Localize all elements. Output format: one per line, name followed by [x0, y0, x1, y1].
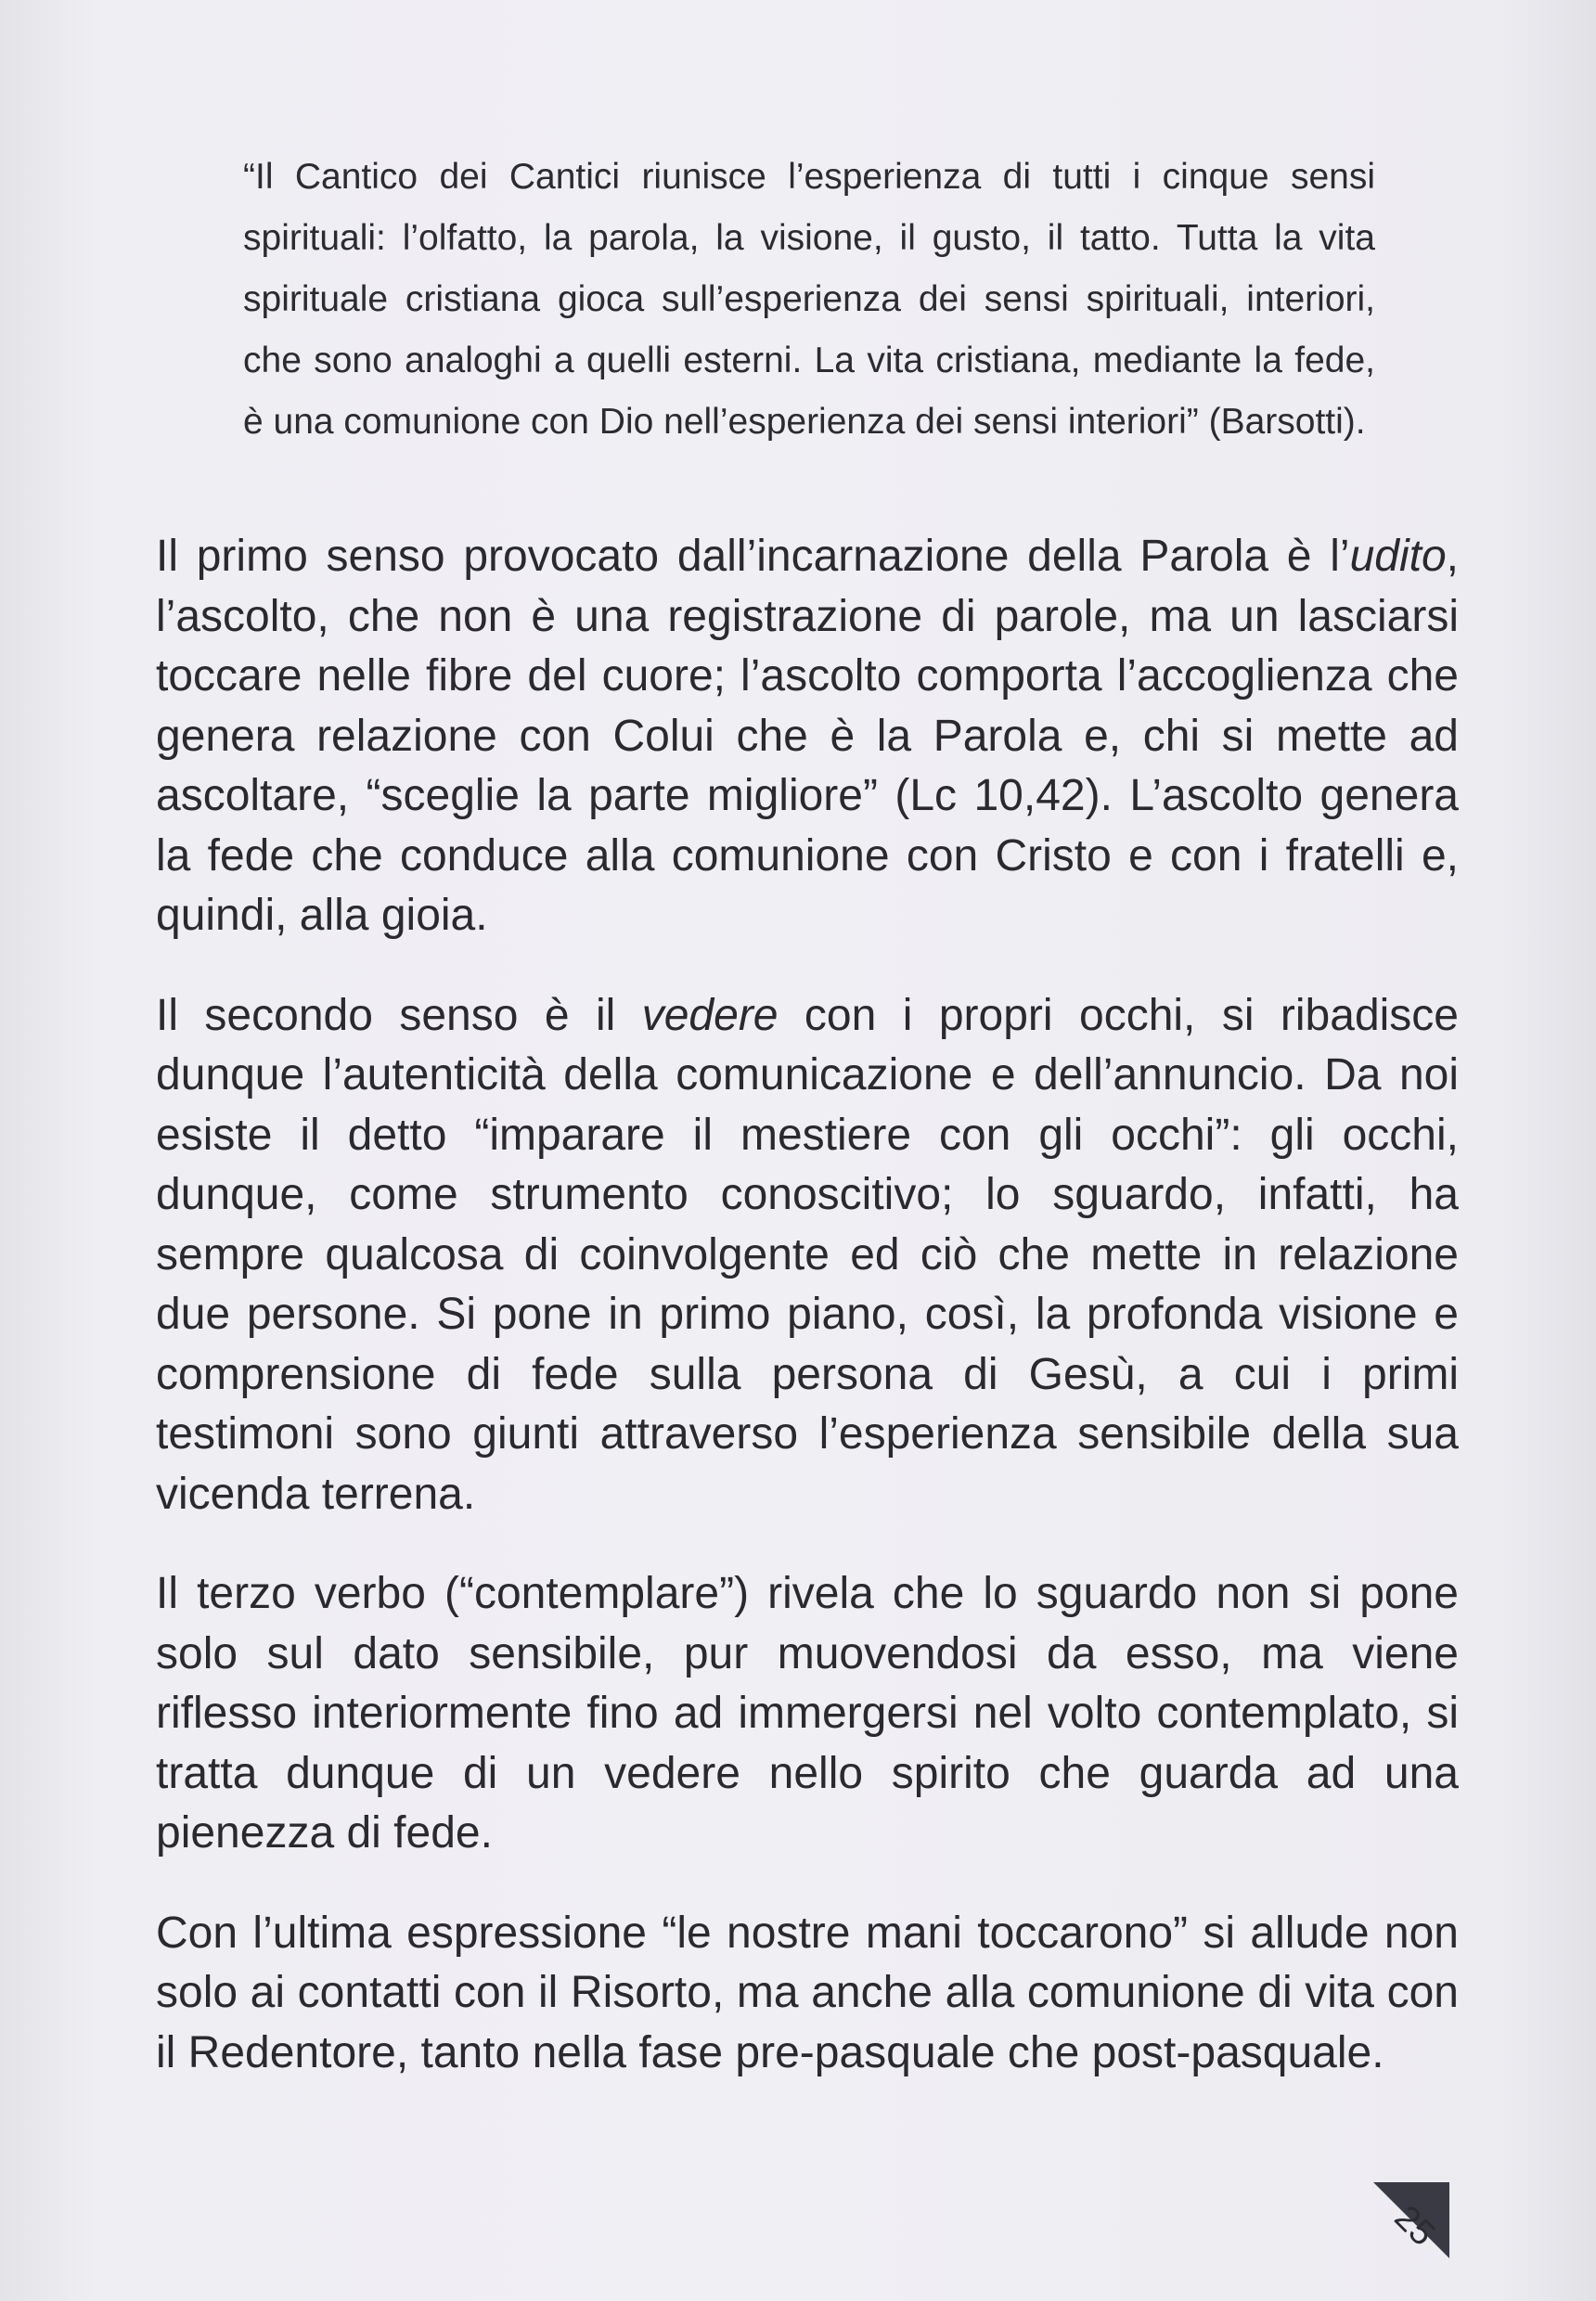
epigraph-quote: “Il Cantico dei Cantici riunisce l’esperienza di tutti i cinque sensi spirituali: l’olfatto, la parola, la visione, il gusto, il tatto. Tutta la vita spirituale cristiana gioca sull’esperienza dei sensi spirituali, interiori, che sono analoghi a quelli esterni. La vita cristiana, mediante la fede, è una comunione con Dio nell’esperienza dei sensi interiori” (Barsotti). — [243, 157, 1375, 442]
paragraph-seeing-start: Il secondo senso è il — [156, 990, 642, 1040]
emphasis-vedere: vedere — [641, 990, 779, 1040]
paragraph-seeing-end: con i propri occhi, si ribadisce dunque l’autenticità della comunicazione e dell’annuncio. Da noi esiste il detto “imparare il mestiere con gli occhi”: gli occhi, dunque, come strumento conoscitivo; lo sguardo, infatti, ha sempre qualcosa di coinvolgente ed ciò che mette in relazione due persone. Si pone in primo piano, così, la profonda visione e comprensione di fede sulla persona di Gesù, a cui i primi testimoni sono giunti attraverso l’esperienza sensibile della sua vicenda terrena. — [156, 990, 1459, 1519]
main-text — [156, 527, 1459, 2123]
page-number: 25 — [1386, 2198, 1443, 2254]
paragraph-contemplating: Il terzo verbo (“contemplare”) rivela che lo sguardo non si pone solo sul dato sensibile, pur muovendosi da esso, ma viene riflesso interiormente fino ad immergersi nel volto contemplato, si tratta dunque di un vedere nello spirito che guarda ad una pienezza di fede. — [156, 1569, 1459, 1858]
paragraph-touching: Con l’ultima espressione “le nostre mani toccarono” si allude non solo ai contatti con il Risorto, ma anche alla comunione di vita con il Redentore, tanto nella fase pre-pasquale che post-pasquale. — [156, 1908, 1459, 2077]
paragraph-hearing-end: , l’ascolto, che non è una registrazione di parole, ma un lasciarsi toccare nelle fibre del cuore; l’ascolto comporta l’accoglienza che genera relazione con Colui che è la Parola e, chi si mette ad ascoltare, “sceglie la parte migliore” (Lc 10,42). L’ascolto genera la fede che conduce alla comunione con Cristo e con i fratelli e, quindi, alla gioia. — [156, 532, 1459, 940]
paragraph-hearing-start: Il primo senso provocato dall’incarnazione della Parola è l’ — [156, 532, 1350, 581]
paragraph-hearing — [156, 527, 1459, 946]
emphasis-udito: udito — [1349, 532, 1447, 581]
paragraph-seeing — [156, 986, 1459, 1525]
